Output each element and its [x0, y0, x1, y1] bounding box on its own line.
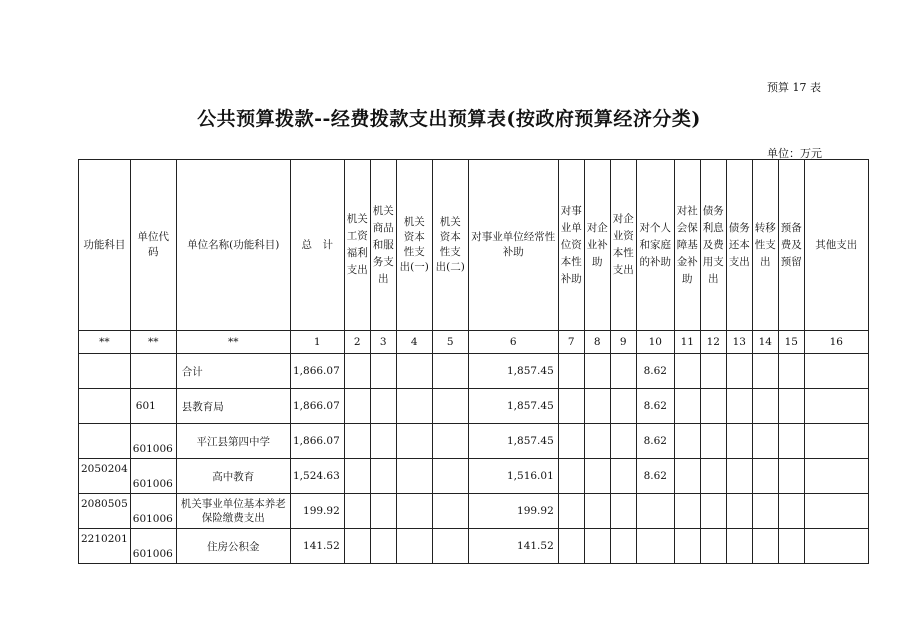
header-unit-code: 单位代码 — [130, 160, 176, 331]
table-row — [79, 424, 869, 459]
index-row — [79, 331, 869, 354]
total-cell: 199.92 — [290, 494, 344, 529]
header-c4: 机关资本性支出(一) — [396, 160, 432, 331]
index-cell: 6 — [468, 331, 558, 354]
index-cell: 16 — [804, 331, 868, 354]
c6-cell: 1,857.45 — [468, 389, 558, 424]
unit-name-cell: 县教育局 — [176, 389, 290, 424]
unit-name-cell: 平江县第四中学 — [176, 424, 290, 459]
header-c5: 机关资本性支出(二) — [432, 160, 468, 331]
c6-cell: 1,857.45 — [468, 354, 558, 389]
header-c12: 债务利息及费用支出 — [700, 160, 726, 331]
header-row — [79, 160, 869, 331]
header-c9: 对企业资本性支出 — [610, 160, 636, 331]
func-code-cell — [79, 424, 131, 459]
unit-name-cell: 机关事业单位基本养老保险缴费支出 — [176, 494, 290, 529]
c10-cell: 8.62 — [636, 424, 674, 459]
index-cell: 8 — [584, 331, 610, 354]
func-code-cell — [79, 389, 131, 424]
func-code-cell: 2210201 — [79, 529, 131, 564]
index-cell: 14 — [752, 331, 778, 354]
unit-code-cell: 601 — [130, 389, 176, 424]
index-cell: 11 — [674, 331, 700, 354]
table-row — [79, 494, 869, 529]
c10-cell: 8.62 — [636, 459, 674, 494]
header-func-code: 功能科目 — [79, 160, 131, 331]
header-c7: 对事业单位资本性补助 — [558, 160, 584, 331]
c10-cell — [636, 494, 674, 529]
total-cell: 141.52 — [290, 529, 344, 564]
index-cell: ** — [176, 331, 290, 354]
index-cell: 12 — [700, 331, 726, 354]
unit-code-cell: 601006 — [130, 494, 176, 529]
unit-name-cell: 高中教育 — [176, 459, 290, 494]
index-cell: ** — [79, 331, 131, 354]
table-row — [79, 389, 869, 424]
index-cell: 13 — [726, 331, 752, 354]
index-cell: 4 — [396, 331, 432, 354]
index-cell: ** — [130, 331, 176, 354]
c6-cell: 141.52 — [468, 529, 558, 564]
c6-cell: 199.92 — [468, 494, 558, 529]
header-c11: 对社会保障基金补助 — [674, 160, 700, 331]
index-cell: 7 — [558, 331, 584, 354]
index-cell: 15 — [778, 331, 804, 354]
index-cell: 5 — [432, 331, 468, 354]
index-cell: 9 — [610, 331, 636, 354]
c10-cell: 8.62 — [636, 354, 674, 389]
header-unit-name: 单位名称(功能科目) — [176, 160, 290, 331]
table-row — [79, 529, 869, 564]
header-c6: 对事业单位经常性补助 — [468, 160, 558, 331]
c6-cell: 1,857.45 — [468, 424, 558, 459]
index-cell: 3 — [370, 331, 396, 354]
unit-name-cell: 合计 — [176, 354, 290, 389]
header-c2: 机关工资福利支出 — [344, 160, 370, 331]
total-cell: 1,866.07 — [290, 389, 344, 424]
header-c3: 机关商品和服务支出 — [370, 160, 396, 331]
header-c15: 预备费及预留 — [778, 160, 804, 331]
index-cell: 2 — [344, 331, 370, 354]
c6-cell: 1,516.01 — [468, 459, 558, 494]
header-c10: 对个人和家庭的补助 — [636, 160, 674, 331]
form-number: 预算 17 表 — [767, 81, 821, 94]
total-cell: 1,866.07 — [290, 424, 344, 459]
header-c13: 债务还本支出 — [726, 160, 752, 331]
c10-cell: 8.62 — [636, 389, 674, 424]
budget-table — [78, 159, 869, 564]
index-cell: 10 — [636, 331, 674, 354]
func-code-cell: 2080505 — [79, 494, 131, 529]
page-title: 公共预算拨款--经费拨款支出预算表(按政府预算经济分类) — [197, 108, 701, 130]
total-cell: 1,866.07 — [290, 354, 344, 389]
unit-code-cell: 601006 — [130, 529, 176, 564]
unit-code-cell — [130, 354, 176, 389]
header-c16: 其他支出 — [804, 160, 868, 331]
table-row — [79, 354, 869, 389]
unit-label: 单位：万元 — [767, 147, 822, 160]
table-row — [79, 459, 869, 494]
func-code-cell: 2050204 — [79, 459, 131, 494]
total-cell: 1,524.63 — [290, 459, 344, 494]
unit-code-cell: 601006 — [130, 459, 176, 494]
unit-name-cell: 住房公积金 — [176, 529, 290, 564]
index-cell: 1 — [290, 331, 344, 354]
header-total: 总 计 — [290, 160, 344, 331]
func-code-cell — [79, 354, 131, 389]
header-c14: 转移性支出 — [752, 160, 778, 331]
unit-code-cell: 601006 — [130, 424, 176, 459]
c10-cell — [636, 529, 674, 564]
header-c8: 对企业补助 — [584, 160, 610, 331]
